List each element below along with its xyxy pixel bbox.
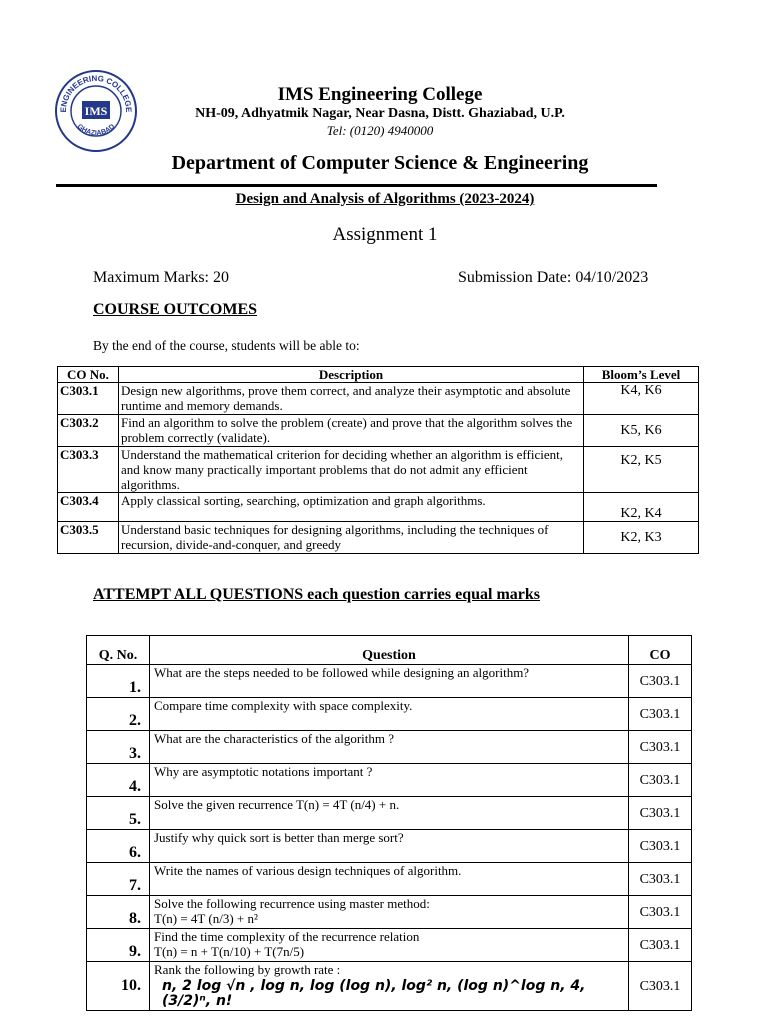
table-row xyxy=(58,383,699,415)
question-line: Find the time complexity of the recurrence relation xyxy=(154,929,420,944)
co-number: C303.2 xyxy=(58,415,119,447)
blooms-level: K2, K3 xyxy=(584,522,699,554)
table-row xyxy=(87,698,692,731)
question-text: What are the characteristics of the algorithm ? xyxy=(150,731,629,764)
question-co: C303.1 xyxy=(629,896,692,929)
question-co: C303.1 xyxy=(629,797,692,830)
table-row xyxy=(87,863,692,896)
table-row xyxy=(87,731,692,764)
logo-text: IMS xyxy=(84,104,108,118)
submission-date: Submission Date: 04/10/2023 xyxy=(458,269,649,286)
question-number: 8. xyxy=(87,896,150,929)
column-header: Question xyxy=(150,636,629,665)
logo-ring-top: ENGINEERING COLLEGE xyxy=(58,73,134,113)
question-number: 4. xyxy=(87,764,150,797)
course-title: Design and Analysis of Algorithms (2023-2024) xyxy=(235,191,535,207)
question-number: 3. xyxy=(87,731,150,764)
question-text: Solve the given recurrence T(n) = 4T (n/4) + n. xyxy=(150,797,629,830)
question-number: 1. xyxy=(87,665,150,698)
table-row xyxy=(58,522,699,554)
table-row xyxy=(58,415,699,447)
question-number: 6. xyxy=(87,830,150,863)
blooms-level: K2, K5 xyxy=(584,447,699,493)
department-title: Department of Computer Science & Engineering xyxy=(171,152,589,174)
question-number: 10. xyxy=(87,962,150,1011)
co-description: Understand the mathematical criterion for deciding whether an algorithm is efficient, and know many practically important problems that do not admit any efficient algorithms. xyxy=(119,447,584,493)
college-phone: Tel: (0120) 4940000 xyxy=(326,123,434,138)
table-row xyxy=(58,447,699,493)
course-outcomes-intro: By the end of the course, students will be able to: xyxy=(93,338,360,353)
question-line: Solve the following recurrence using master method: xyxy=(154,896,430,911)
co-number: C303.3 xyxy=(58,447,119,493)
question-text: Justify why quick sort is better than merge sort? xyxy=(150,830,629,863)
logo-ring-bottom: GHAZIABAD xyxy=(75,123,117,138)
question-text: Compare time complexity with space complexity. xyxy=(150,698,629,731)
co-description: Understand basic techniques for designing algorithms, including the techniques of recursion, divide-and-conquer, and greedy xyxy=(119,522,584,554)
co-number: C303.1 xyxy=(58,383,119,415)
header-divider xyxy=(56,184,657,187)
instruction-heading: ATTEMPT ALL QUESTIONS each question carries equal marks xyxy=(93,586,541,603)
question-co: C303.1 xyxy=(629,731,692,764)
blooms-level: K2, K4 xyxy=(584,493,699,522)
assignment-title: Assignment 1 xyxy=(332,224,438,245)
question-co: C303.1 xyxy=(629,863,692,896)
question-co: C303.1 xyxy=(629,830,692,863)
question-text: What are the steps needed to be followed while designing an algorithm? xyxy=(150,665,629,698)
column-header: CO xyxy=(629,636,692,665)
college-name: IMS Engineering College xyxy=(277,84,483,105)
question-text xyxy=(150,929,629,962)
question-co: C303.1 xyxy=(629,764,692,797)
table-header-row xyxy=(58,367,699,383)
table-row xyxy=(87,962,692,1011)
question-text: Why are asymptotic notations important ? xyxy=(150,764,629,797)
table-row xyxy=(87,797,692,830)
table-row xyxy=(87,929,692,962)
blooms-level: K4, K6 xyxy=(584,383,699,415)
table-row xyxy=(87,830,692,863)
table-row xyxy=(87,896,692,929)
question-formula: n, 2 log √n , log n, log (log n), log² n, (log n)^log n, 4, (3/2)ⁿ, n! xyxy=(162,978,586,1009)
co-number: C303.5 xyxy=(58,522,119,554)
co-description: Design new algorithms, prove them correct, and analyze their asymptotic and absolute runtime and memory demands. xyxy=(119,383,584,415)
column-header: Q. No. xyxy=(87,636,150,665)
question-formula: T(n) = n + T(n/10) + T(7n/5) xyxy=(154,944,305,959)
question-line: Rank the following by growth rate : xyxy=(154,962,341,977)
column-header: Bloom’s Level xyxy=(584,367,699,383)
questions-table xyxy=(86,635,692,1011)
question-co: C303.1 xyxy=(629,665,692,698)
question-co: C303.1 xyxy=(629,698,692,731)
question-text xyxy=(150,962,629,1011)
co-description: Apply classical sorting, searching, optimization and graph algorithms. xyxy=(119,493,584,522)
question-text xyxy=(150,896,629,929)
question-co: C303.1 xyxy=(629,962,692,1011)
question-co: C303.1 xyxy=(629,929,692,962)
college-address: NH-09, Adhyatmik Nagar, Near Dasna, Distt. Ghaziabad, U.P. xyxy=(195,106,565,121)
table-header-row xyxy=(87,636,692,665)
column-header: CO No. xyxy=(58,367,119,383)
maximum-marks: Maximum Marks: 20 xyxy=(93,269,229,286)
course-outcomes-table xyxy=(57,366,699,554)
co-description: Find an algorithm to solve the problem (create) and prove that the algorithm solves the problem correctly (validate). xyxy=(119,415,584,447)
question-number: 9. xyxy=(87,929,150,962)
blooms-level: K5, K6 xyxy=(584,415,699,447)
course-outcomes-heading: COURSE OUTCOMES xyxy=(93,301,258,318)
question-number: 5. xyxy=(87,797,150,830)
co-number: C303.4 xyxy=(58,493,119,522)
question-text: Write the names of various design techniques of algorithm. xyxy=(150,863,629,896)
question-number: 7. xyxy=(87,863,150,896)
question-number: 2. xyxy=(87,698,150,731)
question-formula: T(n) = 4T (n/3) + n² xyxy=(154,911,258,926)
table-row xyxy=(87,665,692,698)
column-header: Description xyxy=(119,367,584,383)
table-row xyxy=(87,764,692,797)
table-row xyxy=(58,493,699,522)
